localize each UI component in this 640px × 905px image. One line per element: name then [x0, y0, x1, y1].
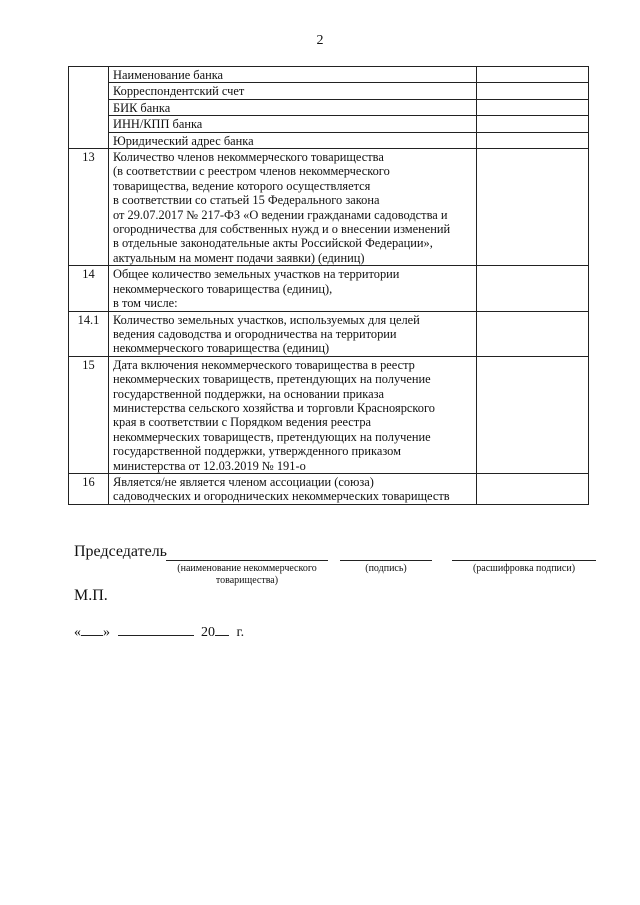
table-row-bank-name	[69, 67, 589, 83]
caption-line: (наименование некоммерческого	[177, 563, 317, 574]
page-number: 2	[316, 33, 324, 48]
row-number: 16	[69, 473, 109, 504]
text-line: Является/не является членом ассоциации (союза)	[113, 474, 374, 489]
row-number: 14.1	[69, 311, 109, 356]
stamp-place-label: М.П.	[74, 587, 108, 604]
table-row-14	[69, 266, 589, 311]
row-15-value-cell[interactable]	[477, 356, 589, 473]
text-line: садоводческих и огороднических некоммерческих товариществ	[113, 489, 450, 504]
row-14-description	[109, 266, 477, 311]
row-number-cell-empty	[69, 67, 109, 149]
signature-decoding-line[interactable]	[452, 560, 596, 561]
bik-label: БИК банка	[109, 99, 477, 115]
row-13-description	[109, 149, 477, 266]
text-line: министерства сельского хозяйства и торговли Красноярского	[113, 400, 435, 415]
text-line: некоммерческих товариществ, претендующих на получение	[113, 429, 431, 444]
corr-account-value-cell[interactable]	[477, 83, 589, 99]
row-14-value-cell[interactable]	[477, 266, 589, 311]
text-line: от 29.07.2017 № 217-ФЗ «О ведении гражданами садоводства и	[113, 207, 448, 222]
text-line: огородничества для собственных нужд и о внесении изменений	[113, 222, 451, 237]
text-line: некоммерческого товарищества (единиц)	[113, 341, 330, 356]
table-row-13	[69, 149, 589, 266]
bank-address-value-cell[interactable]	[477, 132, 589, 148]
inn-kpp-label: ИНН/КПП банка	[109, 116, 477, 132]
chairman-label: Председатель	[74, 543, 167, 560]
signature-caption: (подпись)	[365, 563, 407, 574]
table-row-inn-kpp	[69, 116, 589, 132]
signature-decoding-caption: (расшифровка подписи)	[472, 563, 576, 574]
signature-block	[74, 543, 614, 623]
text-line: в соответствии со статьей 15 Федерального закона	[113, 193, 380, 208]
text-line: (в соответствии с реестром членов некоммерческого	[113, 164, 390, 179]
text-line: в том числе:	[113, 296, 178, 311]
text-line: края в соответствии с Порядком ведения реестра	[113, 415, 372, 430]
row-16-value-cell[interactable]	[477, 473, 589, 504]
table-row-corr-account	[69, 83, 589, 99]
row-number: 15	[69, 356, 109, 473]
text-line: в отдельные законодательные акты Российской Федерации»,	[113, 236, 433, 251]
text-line: товарищества, ведение которого осуществляется	[113, 178, 371, 193]
organization-name-line[interactable]	[166, 560, 328, 561]
text-line: некоммерческого товарищества (единиц),	[113, 281, 333, 296]
caption-line: товарищества)	[215, 575, 279, 586]
bank-name-value-cell[interactable]	[477, 67, 589, 83]
table-row-14-1	[69, 311, 589, 356]
text-line: некоммерческих товариществ, претендующих на получение	[113, 372, 431, 387]
table-row-16	[69, 473, 589, 504]
open-quote: «	[74, 625, 81, 640]
bik-value-cell[interactable]	[477, 99, 589, 115]
row-15-description	[109, 356, 477, 473]
bank-name-label: Наименование банка	[109, 67, 477, 83]
table-row-bik	[69, 99, 589, 115]
text-line: государственной поддержки, на основании приказа	[113, 386, 385, 401]
year-prefix: 20	[201, 625, 215, 640]
text-line: Общее количество земельных участков на территории	[113, 267, 400, 282]
signature-line[interactable]	[340, 560, 432, 561]
day-blank[interactable]	[81, 635, 103, 636]
text-line: министерства от 12.03.2019 № 191-о	[113, 458, 306, 473]
text-line: актуальным на момент подачи заявки) (единиц)	[113, 250, 365, 265]
row-number: 13	[69, 149, 109, 266]
table-row-bank-address	[69, 132, 589, 148]
application-form-table	[68, 66, 589, 505]
date-line	[74, 625, 244, 641]
text-line: ведения садоводства и огородничества на территории	[113, 326, 397, 341]
bank-address-label: Юридический адрес банка	[109, 132, 477, 148]
text-line: Количество земельных участков, используемых для целей	[113, 312, 420, 327]
inn-kpp-value-cell[interactable]	[477, 116, 589, 132]
row-13-value-cell[interactable]	[477, 149, 589, 266]
year-blank[interactable]	[215, 635, 229, 636]
text-line: Количество членов некоммерческого товарищества	[113, 150, 384, 165]
table-row-15	[69, 356, 589, 473]
row-14-1-description	[109, 311, 477, 356]
month-blank[interactable]	[118, 635, 194, 636]
year-suffix: г.	[236, 625, 245, 640]
corr-account-label: Корреспондентский счет	[109, 83, 477, 99]
row-14-1-value-cell[interactable]	[477, 311, 589, 356]
row-16-description	[109, 473, 477, 504]
row-number: 14	[69, 266, 109, 311]
organization-name-caption	[150, 563, 344, 587]
text-line: Дата включения некоммерческого товарищества в реестр	[113, 357, 415, 372]
text-line: государственной поддержки, утвержденного приказом	[113, 444, 401, 459]
close-quote: »	[103, 625, 110, 640]
